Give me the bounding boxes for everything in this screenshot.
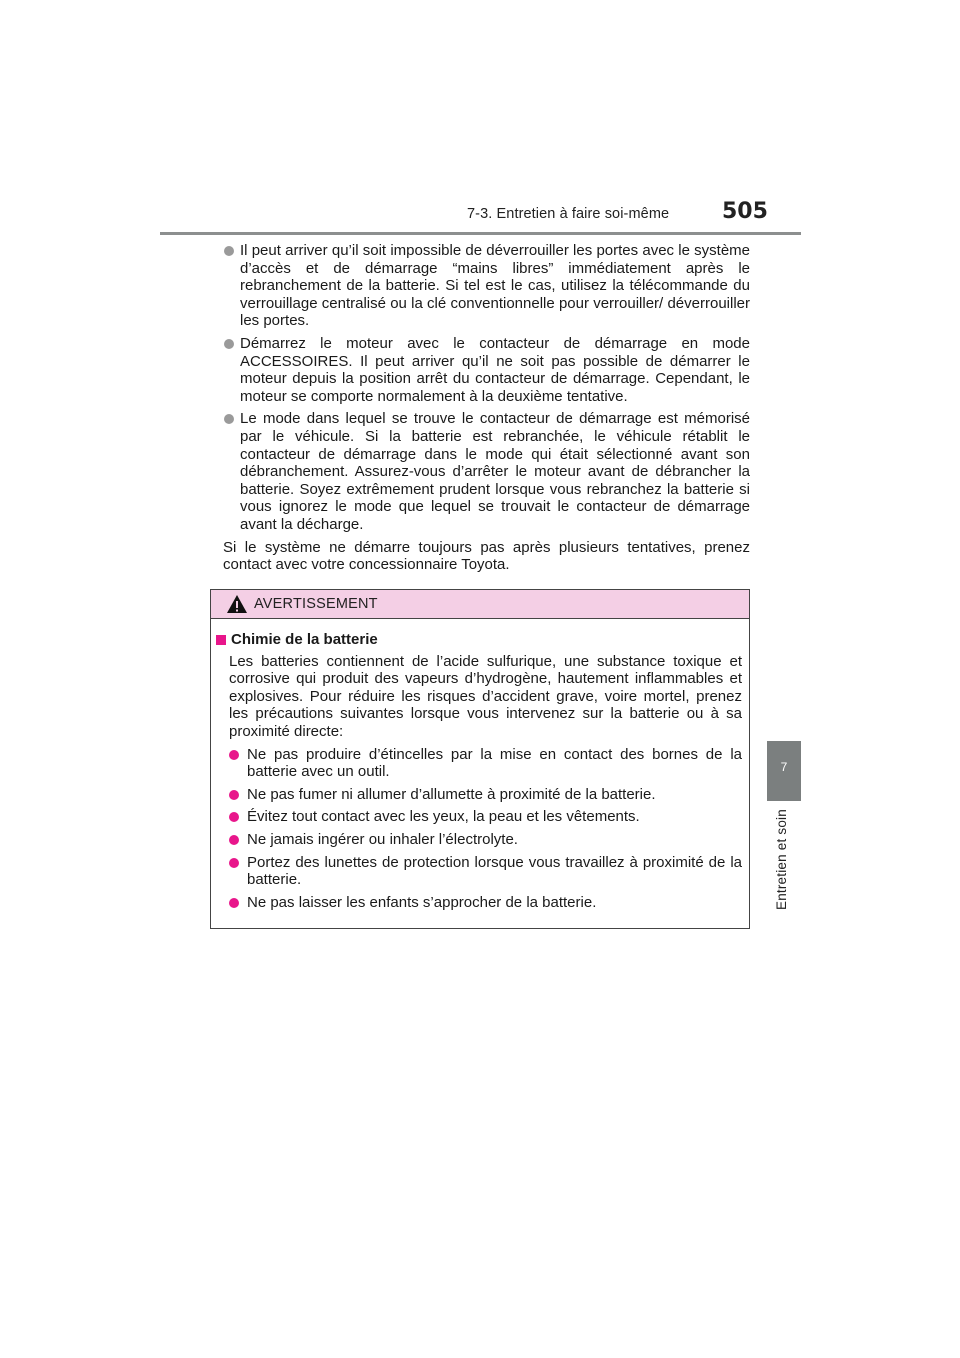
list-item	[223, 410, 750, 533]
bullet-icon	[229, 812, 239, 822]
chapter-label: Entretien et soin	[774, 809, 789, 910]
main-content	[223, 242, 750, 574]
bullet-icon	[229, 790, 239, 800]
warning-list-item	[216, 894, 742, 912]
list-item-text: Il peut arriver qu’il soit impossible de déverrouiller les portes avec le système d’accès et de démarrage “mains libres” immédiatement après le rebranchement de la batterie. Si tel est le cas, utilisez la télécommande du verrouillage centralisé ou la clé conventionnelle pour verrouiller/ déverrouiller les portes.	[240, 242, 750, 330]
list-item-text: Démarrez le moteur avec le contacteur de démarrage en mode ACCESSOIRES. Il peut arriver qu’il ne soit pas possible de démarrer le moteur depuis la position arrêt du contacteur de démarrage. Cependant, le moteur se comporte normalement à la deuxième tentative.	[240, 334, 750, 405]
warning-title: AVERTISSEMENT	[254, 596, 378, 612]
square-bullet-icon	[216, 635, 226, 645]
warning-heading	[216, 631, 742, 649]
warning-list-item	[216, 746, 742, 781]
warning-box	[210, 589, 750, 929]
page-number: 505	[722, 199, 768, 224]
warning-list-item	[216, 786, 742, 804]
bullet-icon	[229, 750, 239, 760]
chapter-tab	[767, 741, 801, 799]
closing-paragraph: Si le système ne démarre toujours pas après plusieurs tentatives, prenez contact avec votre concessionnaire Toyota.	[223, 538, 750, 574]
warning-list-item-text: Portez des lunettes de protection lorsque vous travaillez à proximité de la batterie.	[247, 853, 742, 889]
list-item	[223, 242, 750, 330]
header-divider	[160, 232, 801, 235]
warning-list-item	[216, 854, 742, 889]
warning-list-item-text: Ne jamais ingérer ou inhaler l’électrolyte.	[247, 830, 518, 848]
warning-triangle-icon	[226, 594, 248, 614]
warning-list-item-text: Évitez tout contact avec les yeux, la peau et les vêtements.	[247, 808, 640, 826]
list-item-text: Le mode dans lequel se trouve le contacteur de démarrage est mémorisé par le véhicule. Si la batterie est rebranchée, le véhicule rétablit le contacteur de démarrage dans le mode qui était sélectionné avant son débranchement. Assurez-vous d’arrêter le moteur avant de débrancher la batterie. Soyez extrêmement prudent lorsque vous rebranchez la batterie si vous ignorez le mode que lequel se trouvait le contacteur de démarrage avant la décharge.	[240, 410, 750, 533]
bullet-icon	[229, 835, 239, 845]
warning-list-item	[216, 808, 742, 826]
warning-list-item	[216, 831, 742, 849]
warning-list-item-text: Ne pas laisser les enfants s’approcher de la batterie.	[247, 893, 597, 911]
list-item	[223, 335, 750, 405]
warning-body	[211, 619, 749, 911]
chapter-number: 7	[780, 760, 788, 774]
warning-list-item-text: Ne pas fumer ni allumer d’allumette à proximité de la batterie.	[247, 785, 656, 803]
warning-intro: Les batteries contiennent de l’acide sulfurique, une substance toxique et corrosive qui produit des vapeurs d’hydrogène, hautement inflammables et explosives. Pour réduire les risques d’accident grave, voire mortel, prenez les précautions suivantes lorsque vous intervenez sur la batterie ou à sa proximité directe:	[229, 652, 742, 740]
chapter-label-container	[766, 809, 796, 923]
chapter-tab-rule	[767, 799, 801, 801]
bullet-icon	[224, 339, 234, 349]
section-title: 7-3. Entretien à faire soi-même	[467, 206, 670, 222]
warning-header	[211, 590, 749, 619]
bullet-icon	[224, 414, 234, 424]
bullet-icon	[224, 246, 234, 256]
warning-list-item-text: Ne pas produire d’étincelles par la mise en contact des bornes de la batterie avec un outil.	[247, 745, 742, 781]
bullet-icon	[229, 898, 239, 908]
warning-heading-text: Chimie de la batterie	[231, 631, 378, 648]
bullet-icon	[229, 858, 239, 868]
